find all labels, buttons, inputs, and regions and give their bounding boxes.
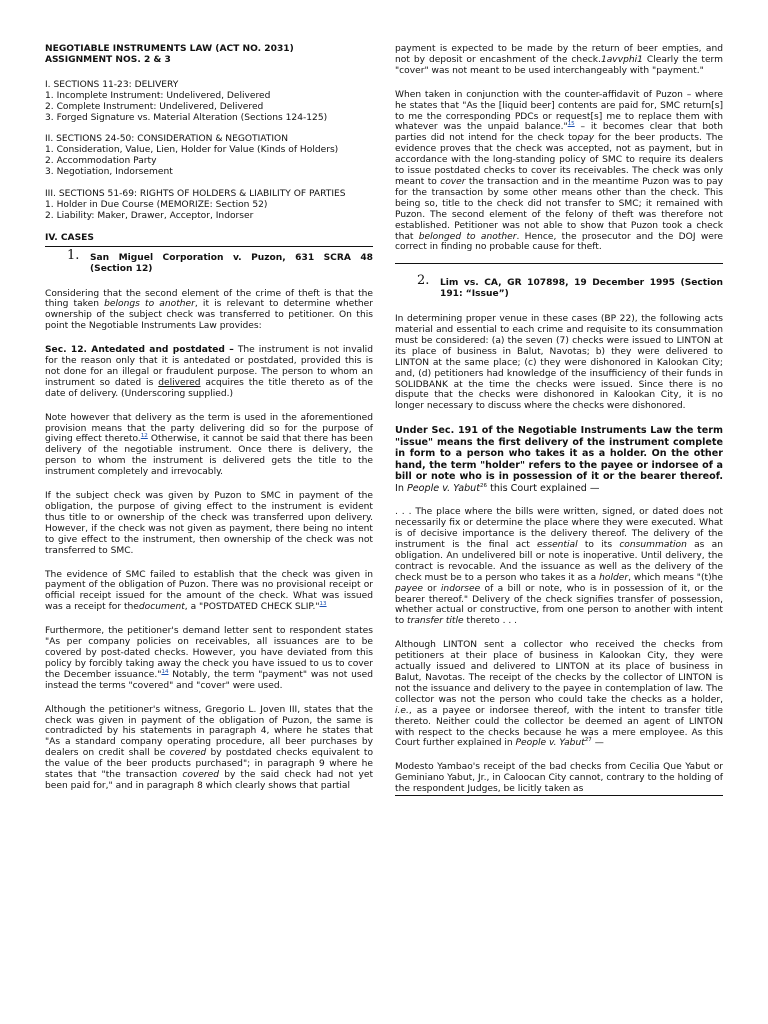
outline-item: 2. Liability: Maker, Drawer, Acceptor, Indorser bbox=[45, 210, 254, 221]
assignment-label: ASSIGNMENT NOS. 2 & 3 bbox=[45, 54, 171, 65]
paragraph: payment is expected to be made by the return of beer empties, and not by deposit or encashment of the check.1avvphi1 Clearly the term "cover" was not meant to be used interchangeably with "payment." bbox=[395, 44, 723, 76]
cases-heading: IV. CASES bbox=[45, 232, 94, 243]
section-divider bbox=[395, 795, 723, 796]
outline-section-1 bbox=[45, 80, 373, 124]
quotation: . . . The place where the bills were written, signed, or dated does not necessarily fix or determine the place where they were executed. What is of decisive importance is the delivery thereof. The delivery of the instrument is the final act essential to its consummation as an obligation. An undelivered bill or note is inoperative. Until delivery, the contract is revocable. And the issuance as well as the delivery of the check must be to a person who takes it as a holder, which means "(t)he payee or indorsee of a bill or note, who is in possession of it, or the bearer thereof." Delivery of the check signifies transfer of possession, whether actual or constructive, from one person to another with intent to transfer title thereto . . . bbox=[395, 507, 723, 627]
paragraph: Considering that the second element of the crime of theft is that the thing taken belongs to another, it is relevant to determine whether ownership of the subject check was transferred to petitioner. On this point the Negotiable Instruments Law provides: bbox=[45, 288, 373, 332]
footnote-link[interactable]: 14 bbox=[161, 668, 169, 675]
case-1-title: San Miguel Corporation v. Puzon, 631 SCRA 48 (Section 12) bbox=[90, 252, 373, 274]
paragraph: In determining proper venue in these cases (BP 22), the following acts material and essential to each crime and requisite to its consummation must be considered: (a) the seven (7) checks were issued to LINTON at its place of business in Balut, Navotas; b) they were delivered to LINTON at the same place; (c) they were dishonored in Kalookan City; and, (d) petitioners had knowledge of the insufficiency of their funds in SOLIDBANK at the time the checks were issued. Since there is no dispute that the checks were dishonored in Kalookan City, it is no longer necessary to discuss where the checks were dishonored. bbox=[395, 314, 723, 412]
paragraph: When taken in conjunction with the counter-affidavit of Puzon – where he states that "As the [liquid beer] contents are paid for, SMC return[s] to me the corresponding PDCs or request[s] me to replace them with whatever was the unpaid balance."$^{15}$ – it becomes clear that both parties did not intend for the check topay for the beer products. The evidence proves that the check was accepted, not as payment, but in accordance with the long-standing policy of SMC to require its dealers to issue postdated checks to cover its receivables. The check was only meant to cover the transaction and in the meantime Puzon was to pay for the transaction by some other means other than the check. This being so, title to the check did not transfer to SMC; it remained with Puzon. The second element of the felony of theft was therefore not established. Petitioner was not able to show that Puzon took a check that belonged to another. Hence, the prosecutor and the DOJ were correct in finding no probable cause for theft. bbox=[395, 89, 723, 253]
case-1-heading bbox=[45, 247, 373, 275]
outline-heading: I. SECTIONS 11-23: DELIVERY bbox=[45, 79, 179, 90]
outline-item: 3. Forged Signature vs. Material Alteration (Sections 124-125) bbox=[45, 112, 328, 123]
paragraph: Furthermore, the petitioner's demand letter sent to respondent states "As per company policies on receivables, all issuances are to be covered by post-dated checks. However, you have deviated from this policy by forcibly taking away the check you have issued to us to cover the December issuance."$^{14}$ Notably, the term "payment" was not used instead the terms "covered" and "cover" were used. bbox=[45, 626, 373, 691]
footnote-ref: 26 bbox=[480, 482, 488, 489]
paragraph: Note however that delivery as the term is used in the aforementioned provision means that the party delivering did so for the purpose of giving effect thereto.$^{12}$ Otherwise, it cannot be said that there has been delivery of the negotiable instrument. Once there is delivery, the person to whom the instrument is delivered gets the title to the instrument completely and irrevocably. bbox=[45, 412, 373, 478]
outline-item: 2. Complete Instrument: Undelivered, Delivered bbox=[45, 101, 264, 112]
paragraph: Modesto Yambao's receipt of the bad checks from Cecilia Que Yabut or Geminiano Yabut, Jr., in Caloocan City cannot, contrary to the holding of the respondent Judges, be licitly taken as bbox=[395, 762, 723, 795]
paragraph: Although the petitioner's witness, Gregorio L. Joven III, states that the check was given in payment of the obligation of Puzon, the same is contradicted by his statements in paragraph 4, where he states that "As a standard company operating procedure, all beer purchases by dealers on credit shall be covered by postdated checks equivalent to the value of the beer products purchased"; in paragraph 9 where he states that "the transaction covered by the said check had not yet been paid for," and in paragraph 8 which clearly shows that partial bbox=[45, 704, 374, 791]
left-column bbox=[45, 44, 373, 792]
footnote-ref: 27 bbox=[584, 737, 592, 744]
outline-item: 1. Consideration, Value, Lien, Holder for Value (Kinds of Holders) bbox=[45, 145, 339, 156]
right-column bbox=[395, 44, 723, 796]
outline-section-3 bbox=[45, 189, 373, 222]
footnote-link[interactable]: 15 bbox=[567, 121, 575, 128]
outline-item: 2. Accommodation Party bbox=[45, 156, 157, 167]
case-2-heading bbox=[395, 273, 723, 300]
outline-heading: III. SECTIONS 51-69: RIGHTS OF HOLDERS & LIABILITY OF PARTIES bbox=[45, 189, 346, 200]
outline-item: 1. Holder in Due Course (MEMORIZE: Section 52) bbox=[45, 199, 268, 210]
case-2-title: Lim vs. CA, GR 107898, 19 December 1995 (Section 191: “Issue”) bbox=[440, 278, 723, 300]
paragraph: If the subject check was given by Puzon to SMC in payment of the obligation, the purpose of giving effect to the instrument is evident thus title to or ownership of the check was transferred upon delivery. However, if the check was not given as payment, there being no intent to give effect to the instrument, then ownership of the check was not transferred to SMC. bbox=[45, 491, 373, 556]
paragraph: Although LINTON sent a collector who received the checks from petitioners at their place of business in Kalookan City, they were actually issued and delivered to LINTON at its place of business in Balut, Navotas. The receipt of the checks by the collector of LINTON is not the issuance and delivery to the payee in contemplation of law. The collector was not the person who could take the checks as a holder, i.e., as a payee or indorsee thereof, with the intent to transfer title thereto. Neither could the collector be deemed an agent of LINTON with respect to the checks because he was a mere employee. As this Court further explained in People v. Yabut$^{27}$ — bbox=[395, 640, 723, 749]
outline-heading: II. SECTIONS 24-50: CONSIDERATION & NEGOTIATION bbox=[45, 134, 288, 145]
outline-item: 1. Incomplete Instrument: Undelivered, Delivered bbox=[45, 90, 271, 101]
outline-item: 3. Negotiation, Indorsement bbox=[45, 167, 173, 178]
paragraph: Under Sec. 191 of the Negotiable Instruments Law the term "issue" means the first delivery of the instrument complete in form to a person who takes it as a holder. On the other hand, the term "holder" refers to the payee or indorsee of a bill or note who is in possession of it or the bearer thereof. In People v. Yabut$^{26}$ this Court explained — bbox=[395, 425, 723, 494]
paragraph: The evidence of SMC failed to establish that the check was given in payment of the obligation of Puzon. There was no provisional receipt or official receipt issued for the amount of the check. What was issued was a receipt for thedocument, a "POSTDATED CHECK SLIP."$^{13}$ bbox=[45, 569, 373, 613]
footnote-link[interactable]: 12 bbox=[140, 433, 148, 440]
document-title: NEGOTIABLE INSTRUMENTS LAW (ACT NO. 2031) bbox=[45, 44, 294, 54]
footnote-link[interactable]: 13 bbox=[319, 601, 327, 608]
statute-section-12: Sec. 12. Antedated and postdated – The instrument is not invalid for the reason only that it is antedated or postdated, provided this is not done for an illegal or fraudulent purpose. The person to whom an instrument so dated is delivered acquires the title thereto as of the date of delivery. (Underscoring supplied.) bbox=[45, 345, 373, 399]
outline-section-2 bbox=[45, 134, 373, 178]
case-1-number: 1. bbox=[67, 247, 80, 263]
case-2-number: 2. bbox=[417, 273, 430, 289]
section-12-title: Sec. 12. Antedated and postdated – bbox=[45, 345, 234, 356]
